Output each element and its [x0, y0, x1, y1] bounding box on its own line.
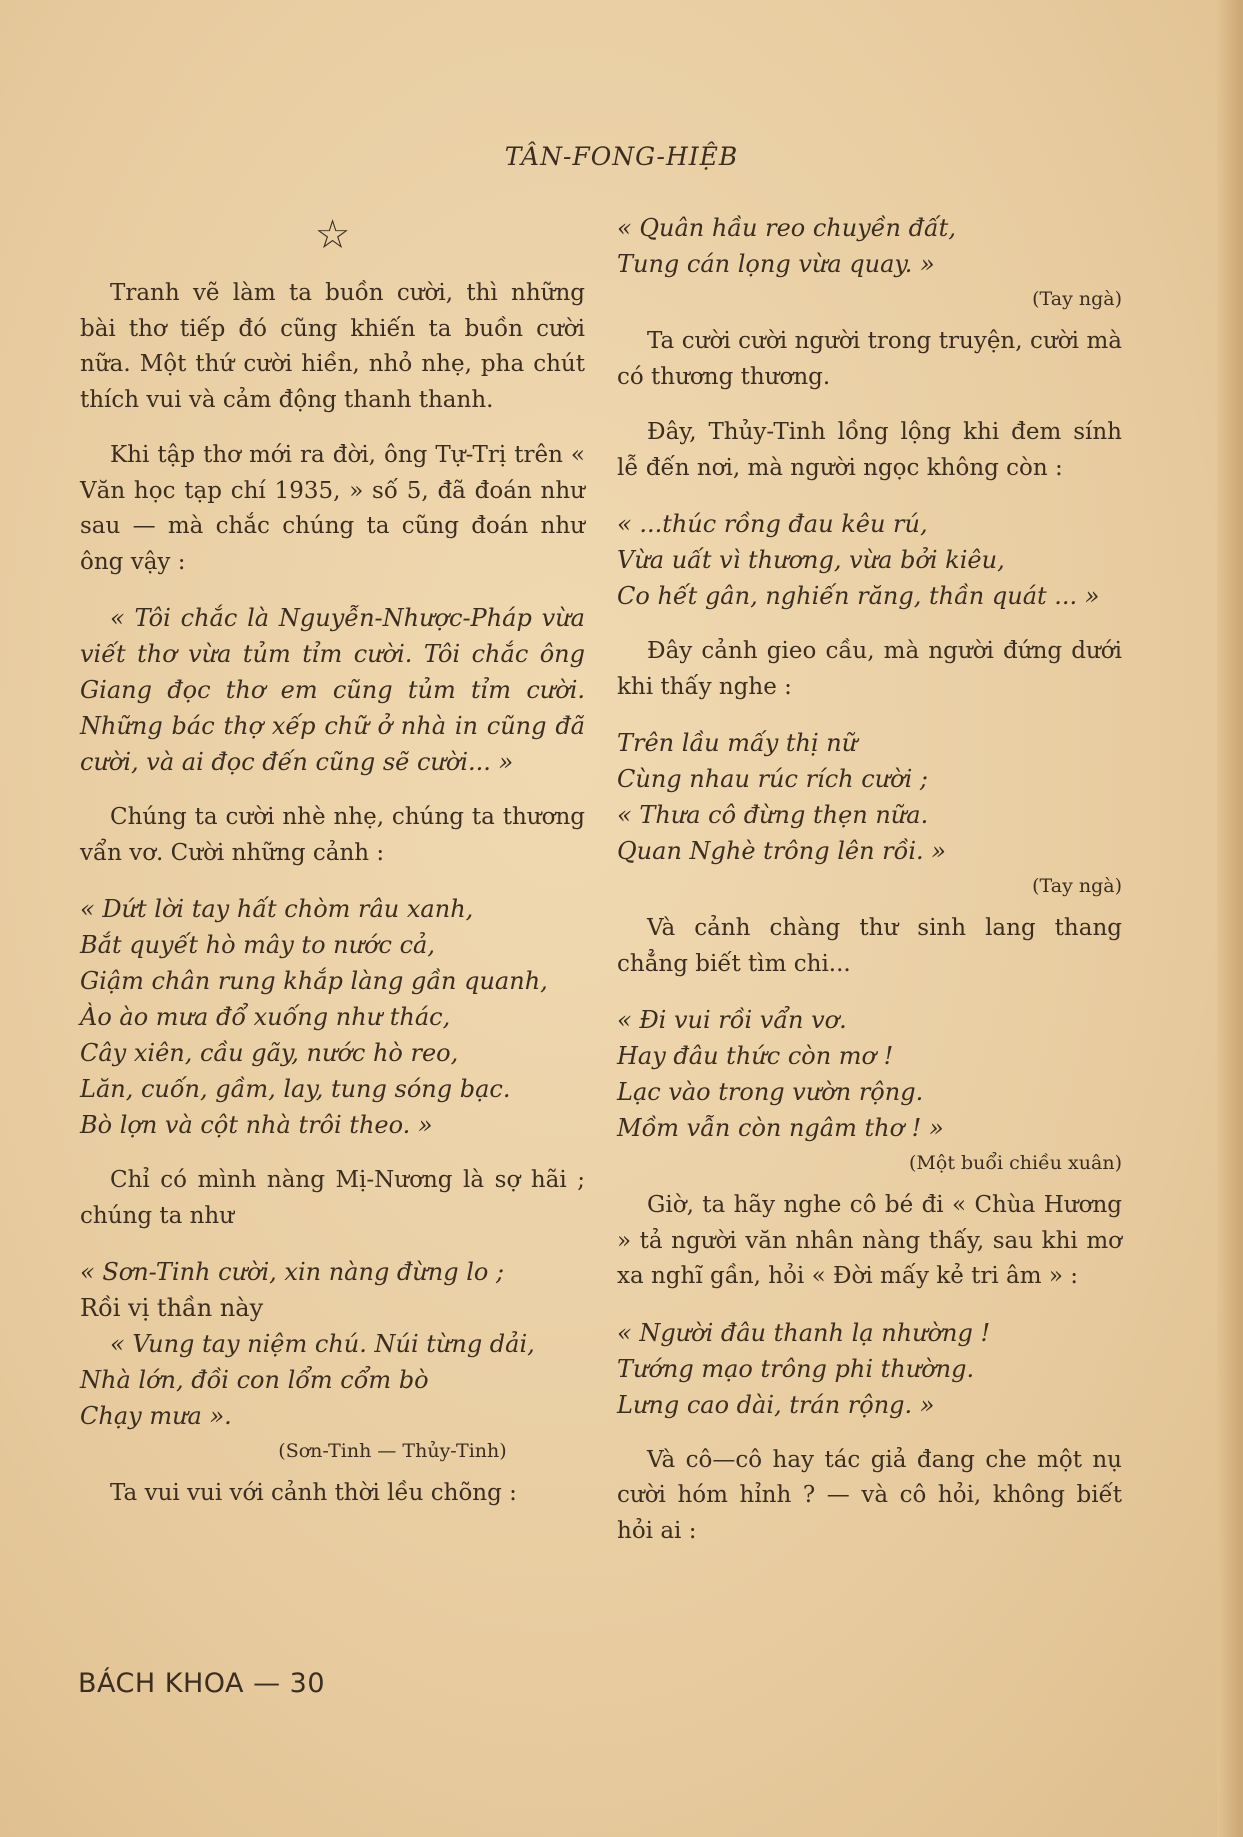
verse-line: Co hết gân, nghiến răng, thần quát ... »: [617, 582, 1100, 610]
verse-line: Lạc vào trong vườn rộng.: [617, 1078, 924, 1106]
paragraph: Chúng ta cười nhè nhẹ, chúng ta thương vẩn vơ. Cười những cảnh :: [80, 804, 585, 866]
verse-block: [617, 506, 1122, 614]
verse-block: [617, 725, 1122, 869]
paragraph: Tranh vẽ làm ta buồn cười, thì những bài thơ tiếp đó cũng khiến ta buồn cười nữa. Một thứ cười hiền, nhỏ nhẹ, pha chút thích vui và cảm động thanh thanh.: [80, 280, 585, 413]
attribution: (Tay ngà): [1032, 288, 1122, 310]
verse-line: Ào ào mưa đổ xuống như thác,: [80, 1003, 451, 1031]
verse-line: « Sơn-Tinh cười, xin nàng đừng lo ;: [80, 1258, 505, 1286]
paragraph: Ta cười cười người trong truyện, cười mà có thương thương.: [617, 328, 1122, 390]
paragraph: Đây cảnh gieo cầu, mà người đứng dưới khi thấy nghe :: [617, 638, 1122, 700]
verse-line: Giậm chân rung khắp làng gần quanh,: [80, 967, 548, 995]
page-edge: [1217, 0, 1243, 1837]
page-header: TÂN-FONG-HIỆB: [504, 142, 739, 171]
attribution: (Sơn-Tinh — Thủy-Tinh): [278, 1440, 507, 1462]
verse-line: Rồi vị thần này: [80, 1294, 264, 1322]
verse-line: Bò lợn và cột nhà trôi theo. »: [80, 1111, 433, 1139]
verse-line: « Người đâu thanh lạ nhường !: [617, 1318, 991, 1347]
star-icon: ☆: [314, 212, 351, 258]
verse-line: Lưng cao dài, trán rộng. »: [617, 1390, 935, 1419]
verse-line: Trên lầu mấy thị nữ: [617, 729, 858, 757]
verse-line: Chạy mưa ».: [80, 1402, 232, 1430]
verse-line: Bắt quyết hò mây to nước cả,: [80, 931, 435, 959]
verse-line: Mồm vẫn còn ngâm thơ ! »: [617, 1114, 944, 1142]
verse-line: Cây xiên, cầu gãy, nước hò reo,: [80, 1039, 459, 1067]
paragraph: Ta vui vui với cảnh thời lều chõng :: [110, 1480, 517, 1506]
verse-block: [617, 1002, 1122, 1146]
verse-line: Tướng mạo trông phi thường.: [617, 1354, 975, 1383]
verse-line: « Quân hầu reo chuyền đất,: [617, 214, 956, 242]
verse-line: Tung cán lọng vừa quay. »: [617, 250, 935, 278]
verse-block: [80, 1254, 585, 1434]
left-column: [80, 210, 585, 1532]
verse-line: Quan Nghè trông lên rồi. »: [617, 837, 946, 865]
paragraph: Và cô—cô hay tác giả đang che một nụ cười hóm hỉnh ? — và cô hỏi, không biết hỏi ai :: [617, 1446, 1122, 1544]
verse-line: Vừa uất vì thương, vừa bởi kiêu,: [617, 546, 1005, 574]
page-footer: BÁCH KHOA — 30: [78, 1668, 326, 1699]
verse-line: « Thưa cô đừng thẹn nữa.: [617, 801, 929, 829]
verse-block: [617, 1315, 1122, 1423]
attribution: (Một buổi chiều xuân): [909, 1152, 1122, 1174]
quote-block: « Tôi chắc là Nguyễn-Nhược-Pháp vừa viết thơ vừa tủm tỉm cười. Tôi chắc ông Giang đọc thơ em cũng tủm tỉm cười. Những bác thợ xếp chữ ở nhà in cũng đã cười, và ai đọc đến cũng sẽ cười... »: [80, 604, 585, 776]
paragraph: Đây, Thủy-Tinh lồng lộng khi đem sính lễ đến nơi, mà người ngọc không còn :: [617, 419, 1122, 481]
verse-line: Hay đâu thức còn mơ !: [617, 1042, 894, 1070]
verse-line: Cùng nhau rúc rích cười ;: [617, 765, 928, 793]
paragraph: Và cảnh chàng thư sinh lang thang chẳng biết tìm chi...: [617, 915, 1122, 977]
verse-line: Nhà lớn, đồi con lổm cổm bò: [80, 1366, 429, 1394]
verse-line: « Vung tay niệm chú. Núi từng dải,: [110, 1330, 535, 1358]
verse-line: « ...thúc rồng đau kêu rú,: [617, 510, 928, 538]
verse-block: [617, 210, 1122, 282]
verse-line: Lăn, cuốn, gầm, lay, tung sóng bạc.: [80, 1075, 511, 1103]
paragraph: Khi tập thơ mới ra đời, ông Tự-Trị trên « Văn học tạp chí 1935, » số 5, đã đoán như sau — mà chắc chúng ta cũng đoán như ông vậy :: [80, 442, 585, 575]
right-column: [617, 210, 1122, 1569]
verse-line: « Dứt lời tay hất chòm râu xanh,: [80, 895, 474, 923]
paragraph: Chỉ có mình nàng Mị-Nương là sợ hãi ; chúng ta như: [80, 1167, 585, 1229]
attribution: (Tay ngà): [1032, 875, 1122, 897]
verse-block: [80, 891, 585, 1143]
paragraph: Giờ, ta hãy nghe cô bé đi « Chùa Hương » tả người văn nhân nàng thấy, sau khi mơ xa nghĩ gần, hỏi « Đời mấy kẻ tri âm » :: [617, 1192, 1122, 1289]
verse-line: « Đi vui rồi vẩn vơ.: [617, 1006, 847, 1034]
